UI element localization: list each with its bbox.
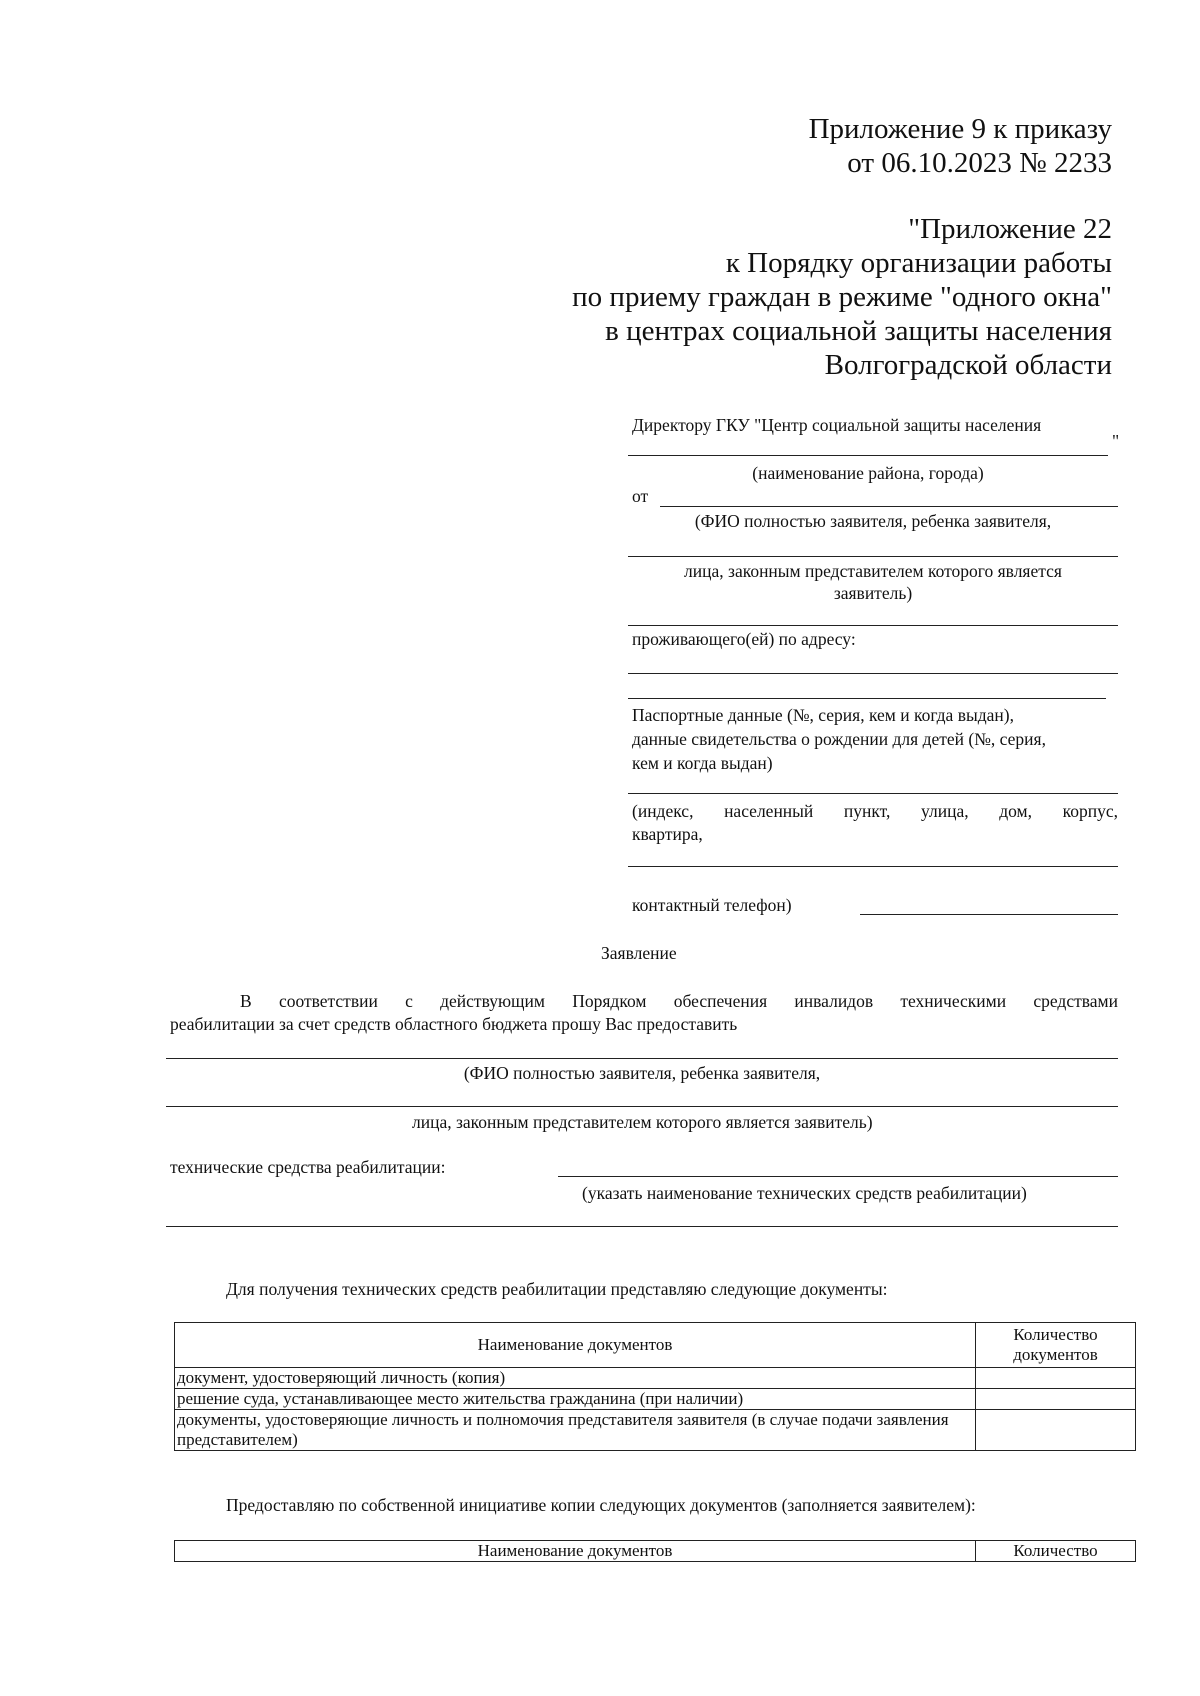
phone-label: контактный телефон)	[632, 895, 792, 915]
fio-hint-3: заявитель)	[833, 583, 913, 603]
appendix-line-4: в центрах социальной защиты населения	[605, 315, 1112, 347]
phone-field[interactable]	[860, 914, 1118, 915]
fio-field-3[interactable]	[628, 625, 1118, 626]
appendix-line-3: по приему граждан в режиме "одного окна"	[572, 281, 1112, 313]
column-header-qty	[976, 1323, 1136, 1368]
address-field-2[interactable]	[628, 698, 1106, 699]
document-name-cell: решение суда, устанавливающее место жительства гражданина (при наличии)	[175, 1389, 976, 1410]
own-initiative-intro: Предоставляю по собственной инициативе копии следующих документов (заполняется заявителем):	[226, 1495, 976, 1515]
table-row	[175, 1410, 1136, 1451]
column-header-name: Наименование документов	[175, 1541, 976, 1562]
district-field[interactable]	[628, 455, 1108, 456]
tsr-hint: (указать наименование технических средств реабилитации)	[582, 1183, 1027, 1203]
column-header-qty-line-1: Количество	[1013, 1325, 1098, 1344]
table-row	[175, 1368, 1136, 1389]
optional-documents-table	[174, 1540, 1136, 1562]
tsr-field[interactable]	[558, 1176, 1118, 1177]
document-name-cell: документ, удостоверяющий личность (копия)	[175, 1368, 976, 1389]
fio-hint-1: (ФИО полностью заявителя, ребенка заявителя,	[694, 511, 1052, 531]
appendix-line-1: "Приложение 22	[908, 213, 1112, 245]
statement-title: Заявление	[601, 943, 677, 963]
document-qty-cell[interactable]	[976, 1368, 1136, 1389]
passport-line-2: данные свидетельства о рождении для детей (№, серия,	[632, 729, 1046, 749]
recipient-hint-2: лица, законным представителем которого является заявитель)	[412, 1112, 873, 1132]
fio-hint-2: лица, законным представителем которого является	[684, 561, 1062, 581]
recipient-field-1[interactable]	[166, 1058, 1118, 1059]
address-field-1[interactable]	[628, 673, 1118, 674]
column-header-name: Наименование документов	[175, 1323, 976, 1368]
recipient-field-2[interactable]	[166, 1106, 1118, 1107]
table-row	[175, 1389, 1136, 1410]
order-reference: Приложение 9 к приказу	[808, 113, 1112, 145]
required-documents-table	[174, 1322, 1136, 1451]
closing-quote: "	[1112, 431, 1120, 451]
column-header-qty-line-2: документов	[1013, 1345, 1098, 1364]
statement-para-2: реабилитации за счет средств областного бюджета прошу Вас предоставить	[170, 1014, 738, 1034]
docs-intro: Для получения технических средств реабилитации представляю следующие документы:	[226, 1279, 888, 1299]
residing-label: проживающего(ей) по адресу:	[632, 629, 856, 649]
table-header-row	[175, 1323, 1136, 1368]
statement-para-1: В соответствии с действующим Порядком обеспечения инвалидов техническими средствами	[240, 991, 1118, 1011]
table-header-row	[175, 1541, 1136, 1562]
from-label: от	[632, 486, 649, 506]
passport-line-3: кем и когда выдан)	[632, 753, 773, 773]
from-field[interactable]	[660, 506, 1118, 507]
document-qty-cell[interactable]	[976, 1410, 1136, 1451]
tsr-label: технические средства реабилитации:	[170, 1157, 446, 1177]
address-field-3[interactable]	[628, 866, 1118, 867]
appendix-line-5: Волгоградской области	[824, 349, 1112, 381]
address-hint-1: (индекс, населенный пункт, улица, дом, корпус,	[632, 801, 1118, 821]
district-hint: (наименование района, города)	[752, 463, 984, 483]
column-header-qty: Количество	[976, 1541, 1136, 1562]
document-name-cell: документы, удостоверяющие личность и полномочия представителя заявителя (в случае подачи заявления представителем)	[175, 1410, 976, 1451]
tsr-field-2[interactable]	[166, 1226, 1118, 1227]
fio-field-2[interactable]	[628, 556, 1118, 557]
address-hint-2: квартира,	[632, 824, 703, 844]
order-date-number: от 06.10.2023 № 2233	[847, 147, 1112, 179]
appendix-line-2: к Порядку организации работы	[725, 247, 1112, 279]
passport-line-1: Паспортные данные (№, серия, кем и когда выдан),	[632, 705, 1014, 725]
recipient-hint-1: (ФИО полностью заявителя, ребенка заявителя,	[463, 1063, 821, 1083]
passport-field[interactable]	[628, 793, 1118, 794]
director-line: Директору ГКУ "Центр социальной защиты населения	[632, 415, 1042, 435]
document-qty-cell[interactable]	[976, 1389, 1136, 1410]
